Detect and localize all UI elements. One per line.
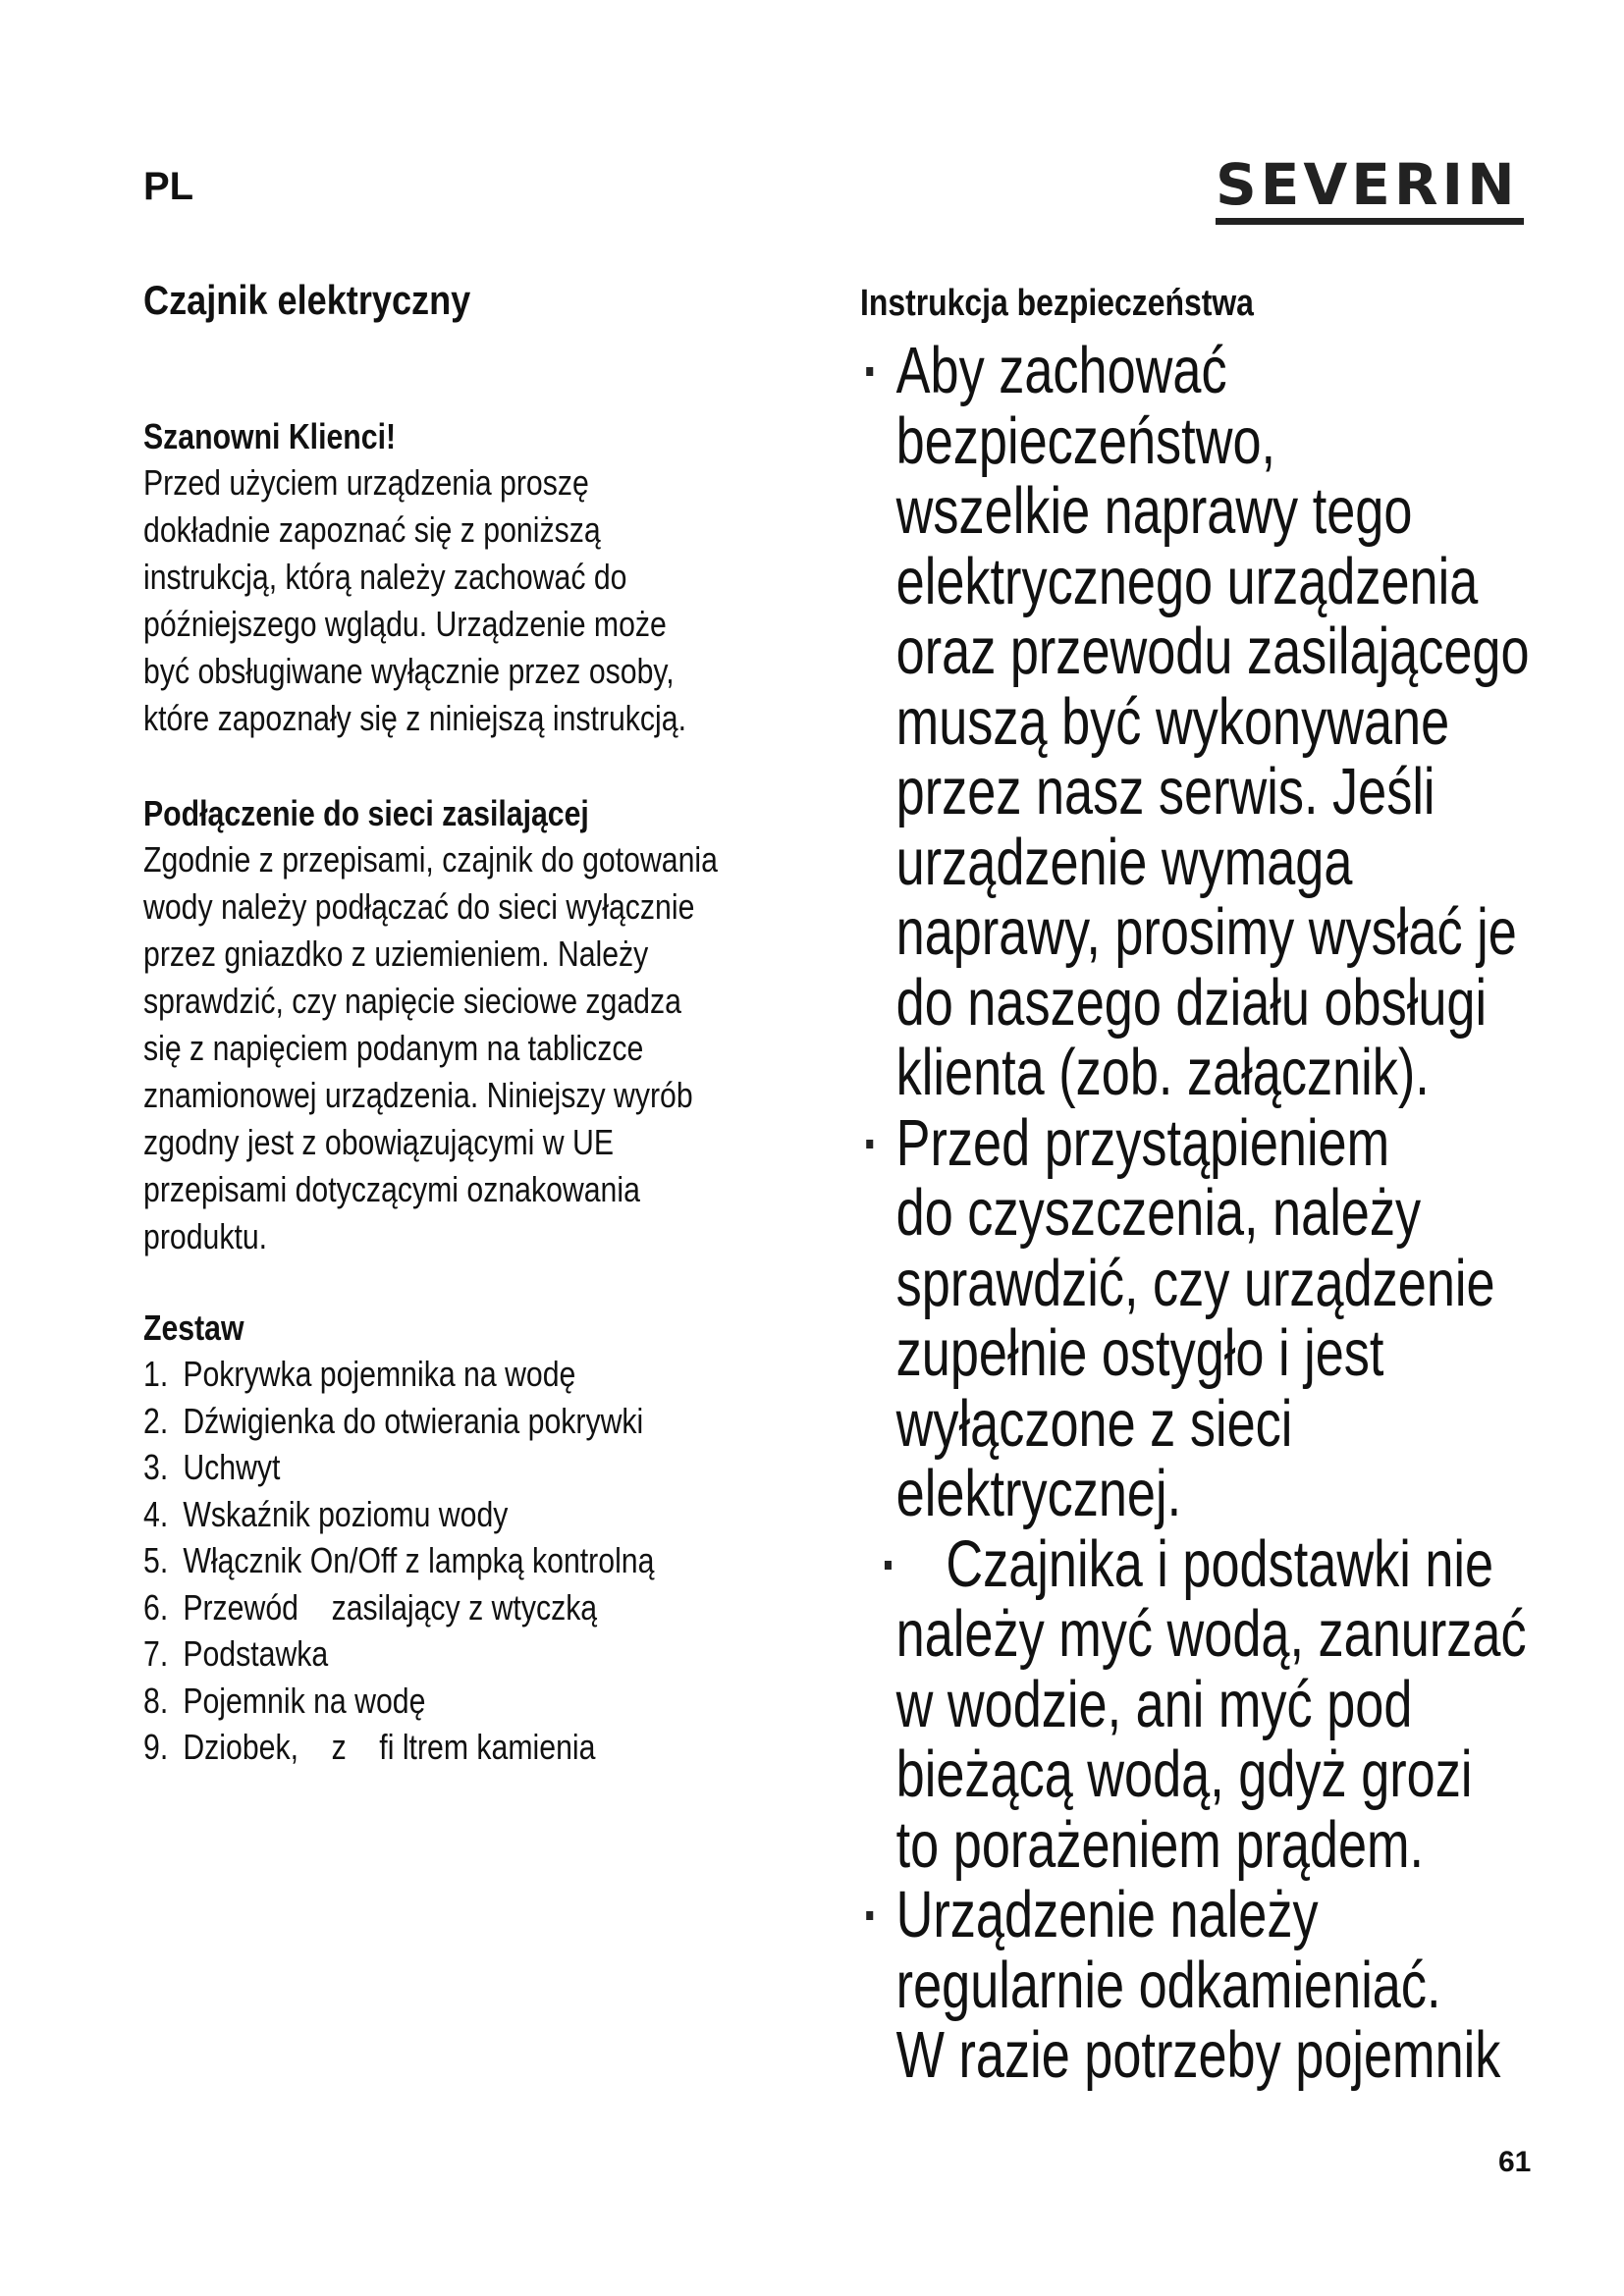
- safety-line: wszelkie naprawy tego: [895, 474, 1413, 548]
- list-number: 8.: [143, 1680, 169, 1721]
- safety-line: Przed przystąpieniem: [860, 1108, 1396, 1179]
- safety-line: urządzenie wymaga: [895, 825, 1353, 899]
- safety-line: muszą być wykonywane: [895, 684, 1450, 759]
- bullet-icon: [866, 1140, 873, 1148]
- paragraph-line: być obsługiwane wyłącznie przez osoby,: [143, 651, 675, 691]
- safety-line: bieżącą wodą, gdyż grozi: [895, 1737, 1473, 1811]
- paragraph-line: późniejszego wglądu. Urządzenie może: [143, 604, 667, 644]
- list-item: [143, 1630, 721, 1678]
- list-item: [143, 1584, 721, 1631]
- right-column: [860, 281, 1547, 2091]
- paragraph-line: instrukcją, którą należy zachować do: [143, 557, 627, 597]
- connection-heading: Podłączenie do sieci zasilającej: [143, 793, 589, 833]
- list-text: Pojemnik na wodę: [183, 1680, 426, 1721]
- paragraph-line: Zgodnie z przepisami, czajnik do gotowania: [143, 839, 718, 880]
- list-item: [143, 1351, 721, 1398]
- connection-paragraph: [143, 836, 828, 1260]
- list-item: [143, 1678, 721, 1725]
- list-number: 5.: [143, 1540, 169, 1580]
- brand-name: SEVERIN: [1216, 151, 1519, 218]
- list-text: Dziobek, z fi ltrem kamienia: [183, 1727, 596, 1767]
- safety-line: do naszego działu obsługi: [895, 965, 1488, 1040]
- paragraph-line: produktu.: [143, 1216, 268, 1256]
- list-text: Wskaźnik poziomu wody: [183, 1493, 509, 1534]
- safety-line: to porażeniem prądem.: [895, 1807, 1425, 1882]
- paragraph-line: wody należy podłączać do sieci wyłącznie: [143, 886, 695, 927]
- kit-list: [143, 1351, 831, 1771]
- safety-line: W razie potrzeby pojemnik: [895, 2018, 1501, 2092]
- safety-line: Czajnika i podstawki nie: [860, 1529, 1396, 1600]
- safety-line: naprawy, prosimy wysłać je: [895, 895, 1517, 969]
- safety-line: elektrycznej.: [895, 1457, 1182, 1530]
- list-number: 1.: [143, 1354, 169, 1394]
- greeting-section: [143, 414, 831, 742]
- logo-underline: [1216, 218, 1524, 225]
- list-item: [143, 1724, 721, 1771]
- paragraph-line: znamionowej urządzenia. Niniejszy wyrób: [143, 1075, 693, 1115]
- paragraph-line: zgodny jest z obowiązującymi w UE: [143, 1122, 614, 1162]
- safety-line: w wodzie, ani myć pod: [895, 1667, 1413, 1741]
- list-number: 2.: [143, 1400, 169, 1441]
- greeting-paragraph: [143, 459, 828, 742]
- safety-heading: Instrukcja bezpieczeństwa: [860, 283, 1254, 324]
- bullet-icon: [866, 1911, 873, 1920]
- page-number: 61: [1498, 2146, 1532, 2178]
- safety-line: elektrycznego urządzenia: [895, 544, 1479, 618]
- list-number: 6.: [143, 1586, 169, 1628]
- safety-line: bezpieczeństwo,: [895, 403, 1276, 478]
- safety-line: do czyszczenia, należy: [895, 1176, 1422, 1250]
- paragraph-line: się z napięciem podanym na tabliczce: [143, 1028, 644, 1068]
- list-number: 7.: [143, 1633, 169, 1674]
- list-text: Włącznik On/Off z lampką kontrolną: [183, 1540, 655, 1580]
- safety-line: wyłączone z sieci: [895, 1386, 1293, 1461]
- safety-line: Urządzenie należy: [860, 1880, 1396, 1950]
- list-text: Pokrywka pojemnika na wodę: [183, 1354, 576, 1394]
- list-text: Przewód zasilający z wtyczką: [183, 1586, 598, 1628]
- safety-line: zupełnie ostygło i jest: [895, 1316, 1384, 1390]
- greeting-heading: Szanowni Klienci!: [143, 416, 397, 456]
- list-text: Podstawka: [183, 1633, 329, 1674]
- list-item: [143, 1444, 721, 1491]
- bullet-icon: [866, 367, 873, 376]
- paragraph-line: które zapoznały się z niniejszą instrukcją.: [143, 698, 686, 738]
- paragraph-line: Przed użyciem urządzenia proszę: [143, 462, 589, 503]
- safety-text: [860, 336, 1547, 2091]
- safety-line: należy myć wodą, zanurzać: [895, 1597, 1527, 1671]
- safety-line: oraz przewodu zasilającego: [895, 614, 1530, 688]
- list-text: Dźwigienka do otwierania pokrywki: [183, 1400, 644, 1441]
- page-title: Czajnik elektryczny: [143, 277, 471, 323]
- kit-section: [143, 1306, 831, 1771]
- paragraph-line: przez gniazdko z uziemieniem. Należy: [143, 934, 649, 974]
- paragraph-line: sprawdzić, czy napięcie sieciowe zgadza: [143, 981, 681, 1021]
- list-number: 9.: [143, 1727, 169, 1767]
- severin-logo: [1216, 151, 1524, 234]
- list-text: Uchwyt: [183, 1447, 281, 1487]
- safety-line: Aby zachować: [860, 336, 1396, 406]
- safety-line: klienta (zob. załącznik).: [895, 1036, 1430, 1109]
- kit-heading: Zestaw: [143, 1308, 244, 1348]
- safety-line: przez nasz serwis. Jeśli: [895, 755, 1435, 828]
- language-code: PL: [143, 165, 194, 208]
- list-item: [143, 1398, 721, 1445]
- left-column: [143, 277, 831, 1771]
- bullet-icon: [885, 1561, 892, 1570]
- paragraph-line: przepisami dotyczącymi oznakowania: [143, 1169, 640, 1209]
- safety-line: sprawdzić, czy urządzenie: [895, 1246, 1495, 1320]
- list-number: 3.: [143, 1447, 169, 1487]
- list-item: [143, 1491, 721, 1538]
- list-number: 4.: [143, 1493, 169, 1534]
- safety-line: regularnie odkamieniać.: [895, 1948, 1441, 2022]
- list-item: [143, 1537, 721, 1584]
- connection-section: [143, 791, 831, 1260]
- paragraph-line: dokładnie zapoznać się z poniższą: [143, 509, 601, 550]
